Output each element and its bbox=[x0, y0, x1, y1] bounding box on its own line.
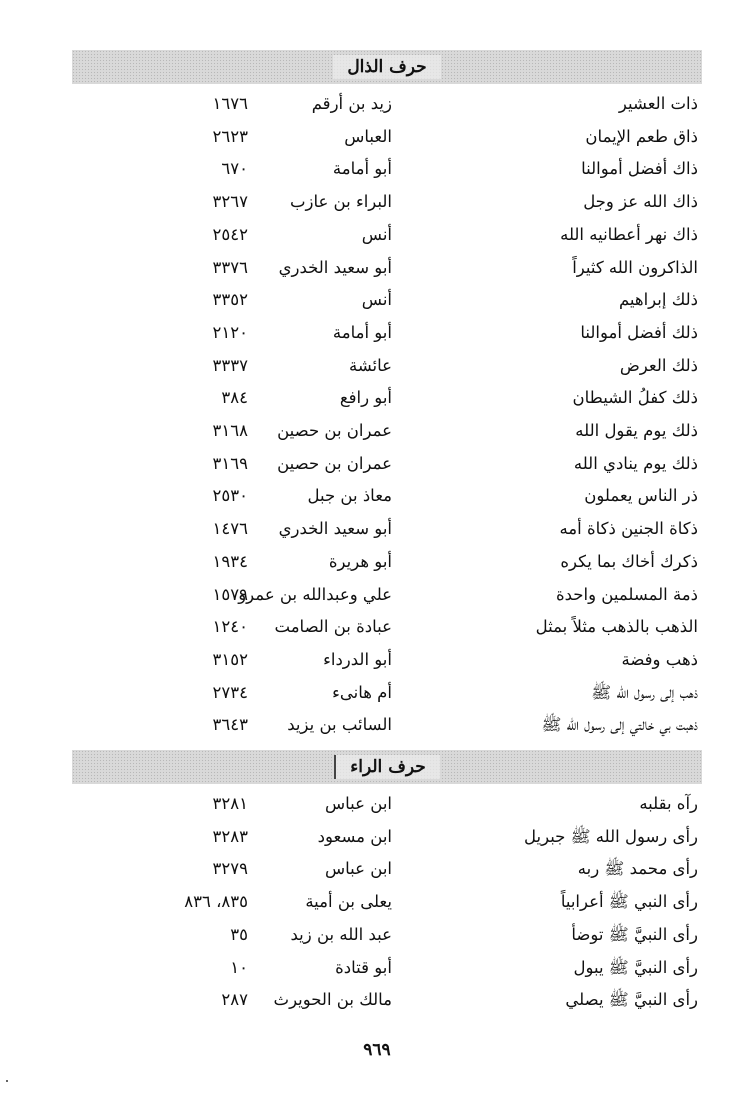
narrator: زيد بن أرقم bbox=[311, 94, 392, 113]
narrator: أنس bbox=[361, 224, 392, 244]
narrator: مالك بن الحويرث bbox=[273, 990, 392, 1010]
hadith-phrase: رأى النبيَّ ﷺ يبول bbox=[573, 957, 698, 977]
narrator: ابن مسعود bbox=[317, 826, 392, 846]
hadith-number: ٣٣٧٦ bbox=[212, 257, 248, 277]
index-row bbox=[0, 219, 754, 251]
narrator: العباس bbox=[344, 126, 392, 146]
hadith-phrase: ذمة المسلمين واحدة bbox=[556, 584, 698, 604]
narrator: أبو سعيد الخدري bbox=[278, 257, 392, 277]
index-row bbox=[0, 788, 754, 820]
narrator: أبو هريرة bbox=[328, 551, 392, 571]
index-row bbox=[0, 480, 754, 512]
hadith-phrase: ذلك يوم يقول الله bbox=[575, 421, 698, 440]
hadith-number: ٣٢٧٩ bbox=[212, 859, 248, 879]
index-row bbox=[0, 186, 754, 218]
stray-mark bbox=[6, 1080, 8, 1082]
hadith-number: ٣٣٣٧ bbox=[212, 355, 248, 375]
hadith-number: ٢٥٣٠ bbox=[212, 486, 248, 506]
narrator: عبادة بن الصامت bbox=[274, 617, 392, 637]
hadith-number: ٣١٦٨ bbox=[212, 421, 248, 440]
hadith-phrase: ذكرك أخاك بما يكره bbox=[560, 551, 698, 571]
hadith-phrase: ذر الناس يعملون bbox=[584, 486, 698, 506]
index-row bbox=[0, 415, 754, 447]
narrator: عمران بن حصين bbox=[277, 453, 392, 473]
narrator: أبو رافع bbox=[339, 388, 392, 408]
hadith-phrase: ذلك يوم ينادي الله bbox=[573, 453, 698, 473]
hadith-number: ١٠ bbox=[230, 957, 248, 977]
narrator: أبو سعيد الخدري bbox=[278, 519, 392, 539]
hadith-number: ٦٧٠ bbox=[221, 159, 248, 179]
hadith-phrase: رأى النبيَّ ﷺ توضأ bbox=[571, 924, 698, 944]
index-row bbox=[0, 821, 754, 853]
index-row bbox=[0, 382, 754, 414]
index-row bbox=[0, 886, 754, 918]
index-row bbox=[0, 709, 754, 741]
index-row bbox=[0, 317, 754, 349]
hadith-number: ٣٢٨٣ bbox=[212, 826, 248, 846]
narrator: عمران بن حصين bbox=[277, 421, 392, 440]
hadith-phrase: ذهب وفضة bbox=[621, 649, 698, 669]
hadith-phrase: ذاق طعم الإيمان bbox=[585, 126, 698, 146]
index-row bbox=[0, 153, 754, 185]
hadith-phrase: الذهب بالذهب مثلاً بمثل bbox=[535, 617, 698, 637]
narrator: أنس bbox=[361, 290, 392, 310]
section-header-ra bbox=[72, 750, 702, 784]
index-row bbox=[0, 611, 754, 643]
hadith-phrase: ذكاة الجنين ذكاة أمه bbox=[559, 519, 698, 539]
hadith-number: ٣٦٤٣ bbox=[212, 715, 248, 735]
narrator: السائب بن يزيد bbox=[287, 715, 392, 735]
hadith-phrase: ذات العشير bbox=[618, 94, 698, 113]
hadith-phrase: رأى محمد ﷺ ربه bbox=[577, 859, 698, 879]
narrator: علي وعبدالله بن عمرو bbox=[238, 584, 392, 604]
hadith-number: ٢٧٣٤ bbox=[212, 682, 248, 702]
index-row bbox=[0, 252, 754, 284]
hadith-phrase: ذلك العرض bbox=[619, 355, 698, 375]
index-row bbox=[0, 88, 754, 120]
hadith-number: ٢٦٢٣ bbox=[212, 126, 248, 146]
index-row bbox=[0, 284, 754, 316]
index-row bbox=[0, 579, 754, 611]
hadith-number: ٢١٢٠ bbox=[212, 322, 248, 342]
hadith-number: ١٥٧٩ bbox=[212, 584, 248, 604]
index-row bbox=[0, 350, 754, 382]
index-row bbox=[0, 644, 754, 676]
narrator: ابن عباس bbox=[325, 794, 392, 813]
hadith-number: ١٦٧٦ bbox=[212, 94, 248, 113]
hadith-number: ٣٣٥٢ bbox=[212, 290, 248, 310]
hadith-phrase: رأى النبيَّ ﷺ يصلي bbox=[565, 990, 698, 1010]
narrator: معاذ بن جبل bbox=[307, 486, 392, 506]
hadith-phrase: ذاك أفضل أموالنا bbox=[581, 159, 698, 179]
hadith-number: ٣٢٦٧ bbox=[212, 192, 248, 212]
index-row bbox=[0, 853, 754, 885]
narrator: ابن عباس bbox=[325, 859, 392, 879]
index-row bbox=[0, 513, 754, 545]
hadith-phrase: ذهبت بي خالتي إلى رسول الله ﷺ bbox=[541, 715, 698, 735]
hadith-number: ٣١٦٩ bbox=[212, 453, 248, 473]
narrator: أبو أمامة bbox=[332, 159, 392, 179]
hadith-phrase: ذلك أفضل أموالنا bbox=[580, 322, 698, 342]
hadith-number: ١٩٣٤ bbox=[212, 551, 248, 571]
hadith-number: ٣١٥٢ bbox=[212, 649, 248, 669]
narrator: أبو قتادة bbox=[335, 957, 392, 977]
narrator: أم هانىء bbox=[332, 682, 392, 702]
hadith-number: ٣٥ bbox=[230, 924, 248, 944]
hadith-phrase: الذاكرون الله كثيراً bbox=[572, 257, 698, 277]
narrator: يعلى بن أمية bbox=[305, 892, 392, 912]
index-row bbox=[0, 984, 754, 1016]
hadith-number: ٣٢٨١ bbox=[212, 794, 248, 813]
index-row bbox=[0, 677, 754, 709]
page-number: ٩٦٩ bbox=[363, 1040, 391, 1060]
hadith-phrase: ذاك نهر أعطانيه الله bbox=[560, 224, 698, 244]
hadith-number: ٢٨٧ bbox=[221, 990, 248, 1010]
hadith-number: ٣٨٤ bbox=[221, 388, 248, 408]
hadith-number: ٢٥٤٢ bbox=[212, 224, 248, 244]
hadith-phrase: ذاك الله عز وجل bbox=[583, 192, 698, 212]
section-title: حرف الراء bbox=[334, 755, 439, 779]
hadith-number: ١٤٧٦ bbox=[212, 519, 248, 539]
index-row bbox=[0, 121, 754, 153]
index-row bbox=[0, 952, 754, 984]
hadith-number: ١٢٤٠ bbox=[212, 617, 248, 637]
narrator: عبد الله بن زيد bbox=[290, 924, 392, 944]
hadith-phrase: ذهب إلى رسول الله ﷺ bbox=[591, 682, 698, 702]
narrator: البراء بن عازب bbox=[289, 192, 392, 212]
hadith-phrase: ذلك كفلُ الشيطان bbox=[572, 388, 698, 408]
index-row bbox=[0, 546, 754, 578]
hadith-phrase: رأى رسول الله ﷺ جبريل bbox=[524, 826, 698, 846]
narrator: عائشة bbox=[348, 355, 392, 375]
hadith-phrase: ذلك إبراهيم bbox=[618, 290, 698, 310]
narrator: أبو الدرداء bbox=[323, 649, 392, 669]
hadith-phrase: رأى النبي ﷺ أعرابياً bbox=[560, 892, 698, 912]
index-row bbox=[0, 448, 754, 480]
index-row bbox=[0, 919, 754, 951]
narrator: أبو أمامة bbox=[332, 322, 392, 342]
section-title: حرف الذال bbox=[333, 55, 440, 79]
hadith-phrase: رآه بقلبه bbox=[639, 794, 698, 813]
section-header-dhal bbox=[72, 50, 702, 84]
hadith-number: ٨٣٥، ٨٣٦ bbox=[184, 892, 248, 912]
